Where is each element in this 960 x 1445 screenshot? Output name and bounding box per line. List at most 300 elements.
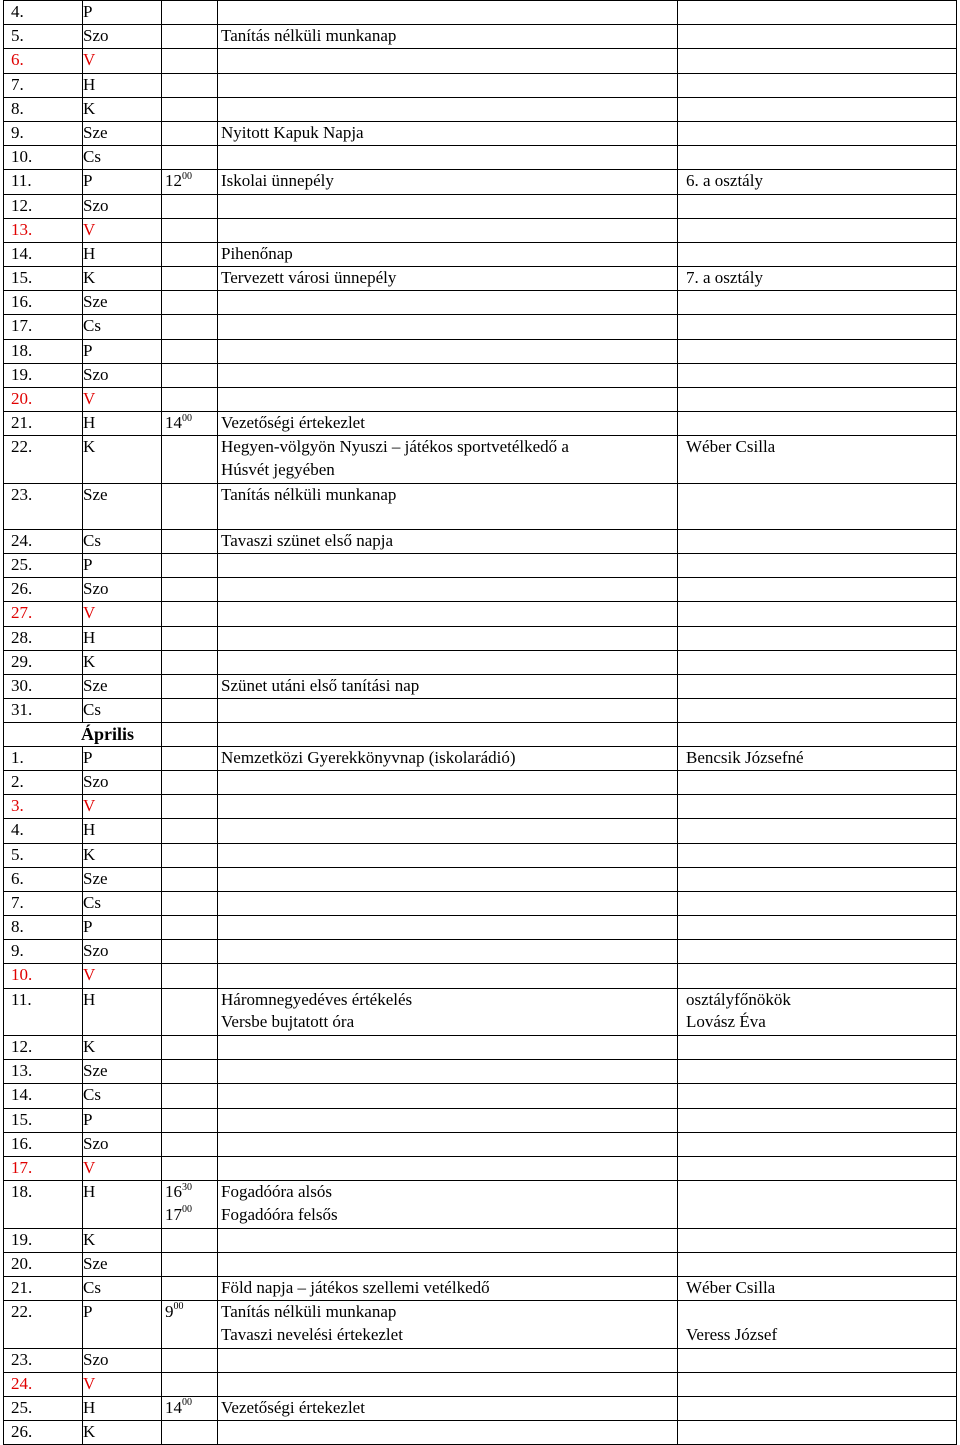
weekday: P [83,171,93,191]
day-number: 24. [11,530,33,550]
table-row [4,1084,957,1108]
day-number: 9. [11,941,24,961]
table-row [4,1060,957,1084]
weekday: Szo [83,364,109,384]
weekday-cell [83,1108,162,1132]
event-cell [218,819,678,843]
weekday-cell [83,650,162,674]
time-cell [162,626,218,650]
table-row [4,1036,957,1060]
weekday: K [83,651,96,671]
day-cell [4,770,83,794]
responsible-cell [678,940,957,964]
table-row [4,699,957,723]
table-row [4,121,957,145]
table-row [4,1372,957,1396]
weekday-cell [83,578,162,602]
table-row [4,940,957,964]
day-cell [4,412,83,436]
event-cell [218,25,678,49]
weekday: Szo [83,26,109,46]
time-cell [162,1181,218,1228]
day-number: 18. [11,1182,33,1202]
weekday-cell [83,73,162,97]
time-cell [162,674,218,698]
weekday-cell [83,1252,162,1276]
weekday: V [83,603,96,623]
responsible-cell [678,1181,957,1228]
table-row [4,1348,957,1372]
weekday-cell [83,867,162,891]
day-number: 26. [11,579,33,599]
table-row [4,73,957,97]
event-cell [218,97,678,121]
time-cell [162,1421,218,1445]
weekday: Cs [83,892,101,912]
day-cell [4,746,83,770]
table-row [4,146,957,170]
calendar-table [3,0,957,1445]
table-row [4,891,957,915]
responsible-cell [678,1396,957,1420]
weekday-cell [83,674,162,698]
responsible-cell [678,1348,957,1372]
day-cell [4,650,83,674]
event-cell [218,242,678,266]
time-value [165,1301,217,1324]
time-cell [162,867,218,891]
weekday-cell [83,1276,162,1300]
day-number: 29. [11,651,33,671]
time-cell [162,121,218,145]
table-row [4,1421,957,1445]
event-text: Hegyen-völgyön Nyuszi – játékos sportvetélkedő a [221,437,569,457]
weekday: Cs [83,530,101,550]
responsible-cell [678,170,957,194]
day-number: 21. [11,413,33,433]
table-row [4,1181,957,1228]
time-cell [162,891,218,915]
time-hour: 12 [165,171,182,191]
day-cell [4,1396,83,1420]
time-cell [162,1,218,25]
weekday-cell [83,1132,162,1156]
event-text: Tavaszi nevelési értekezlet [221,1324,403,1344]
day-number: 17. [11,316,33,336]
responsible-cell [678,73,957,97]
day-cell [4,73,83,97]
event-text: Nyitott Kapuk Napja [221,122,364,142]
day-number: 26. [11,1422,33,1442]
event-cell [218,49,678,73]
event-text: Nemzetközi Gyerekkönyvnap (iskolarádió) [221,747,516,767]
day-number: 10. [11,147,33,167]
weekday: Cs [83,1085,101,1105]
event-text: Vezetőségi értekezlet [221,1397,365,1417]
responsible-cell [678,146,957,170]
responsible-cell [678,412,957,436]
weekday-cell [83,1,162,25]
day-number: 7. [11,74,24,94]
day-cell [4,1252,83,1276]
responsible-cell [678,315,957,339]
day-number: 8. [11,98,24,118]
day-cell [4,1421,83,1445]
responsible-cell [678,867,957,891]
event-cell [218,1084,678,1108]
time-hour: 14 [165,1397,182,1417]
day-number: 22. [11,437,33,457]
time-hour: 9 [165,1302,174,1322]
responsible-cell [678,1252,957,1276]
table-row [4,819,957,843]
weekday: P [83,1302,93,1322]
day-cell [4,553,83,577]
weekday: Sze [83,122,108,142]
weekday: K [83,98,96,118]
event-cell [218,339,678,363]
table-row [4,436,957,483]
table-row [4,553,957,577]
weekday-cell [83,819,162,843]
day-number: 7. [11,892,24,912]
weekday-cell [83,436,162,483]
weekday: K [83,1229,96,1249]
table-row [4,1156,957,1180]
time-hour: 16 [165,1182,182,1202]
event-cell [218,699,678,723]
event-cell [218,1036,678,1060]
day-cell [4,988,83,1035]
weekday: P [83,340,93,360]
responsible-cell [678,388,957,412]
weekday: Szo [83,941,109,961]
day-cell [4,1276,83,1300]
event-cell [218,1348,678,1372]
event-cell [218,170,678,194]
weekday: Cs [83,700,101,720]
weekday-cell [83,1036,162,1060]
weekday: V [83,1373,96,1393]
day-number: 2. [11,771,24,791]
weekday: Szo [83,1349,109,1369]
table-row [4,529,957,553]
responsible-cell [678,1060,957,1084]
time-cell [162,1252,218,1276]
day-number: 31. [11,700,33,720]
weekday: V [83,796,96,816]
weekday: Szo [83,195,109,215]
event-text: Tanítás nélküli munkanap [221,1302,397,1322]
responsible-cell [678,699,957,723]
day-number: 4. [11,820,24,840]
day-cell [4,578,83,602]
time-cell [162,1036,218,1060]
event-cell [218,964,678,988]
weekday-cell [83,412,162,436]
event-cell [218,194,678,218]
time-cell [162,1132,218,1156]
responsible-cell [678,1,957,25]
weekday-cell [83,339,162,363]
event-cell [218,578,678,602]
day-number: 14. [11,243,33,263]
weekday: V [83,1157,96,1177]
responsible-cell [678,988,957,1035]
responsible-cell [678,1301,957,1348]
weekday-cell [83,291,162,315]
day-number: 16. [11,292,33,312]
weekday-cell [83,1348,162,1372]
day-cell [4,1036,83,1060]
day-number: 25. [11,1397,33,1417]
weekday-cell [83,891,162,915]
event-text: Iskolai ünnepély [221,171,334,191]
day-cell [4,891,83,915]
time-cell [162,315,218,339]
table-row [4,363,957,387]
responsible-text: 7. a osztály [686,268,763,288]
time-cell [162,843,218,867]
weekday-cell [83,242,162,266]
event-cell [218,1228,678,1252]
day-cell [4,315,83,339]
weekday: V [83,50,96,70]
weekday-cell [83,746,162,770]
weekday: Szo [83,771,109,791]
day-number: 17. [11,1157,33,1177]
day-number: 23. [11,1349,33,1369]
event-cell [218,1108,678,1132]
event-cell [218,315,678,339]
weekday: Sze [83,484,108,504]
weekday-cell [83,1156,162,1180]
responsible-cell [678,436,957,483]
time-cell [162,218,218,242]
day-number: 25. [11,554,33,574]
day-cell [4,867,83,891]
weekday-cell [83,699,162,723]
table-row [4,770,957,794]
responsible-cell [678,578,957,602]
day-number: 12. [11,1037,33,1057]
day-number: 15. [11,1109,33,1129]
event-cell [218,723,678,747]
day-cell [4,1132,83,1156]
day-number: 5. [11,844,24,864]
time-cell [162,146,218,170]
day-number: 3. [11,796,24,816]
day-cell [4,1301,83,1348]
time-cell [162,988,218,1035]
day-cell [4,940,83,964]
table-row [4,218,957,242]
time-cell [162,363,218,387]
responsible-text: osztályfőnökök [686,989,791,1009]
day-number: 11. [11,171,32,191]
time-cell [162,916,218,940]
event-cell [218,1181,678,1228]
responsible-text: Bencsik Józsefné [686,747,804,767]
weekday-cell [83,602,162,626]
table-row [4,1252,957,1276]
weekday: H [83,627,96,647]
day-cell [4,819,83,843]
responsible-cell [678,1276,957,1300]
weekday: H [83,1182,96,1202]
weekday: K [83,1422,96,1442]
responsible-cell [678,363,957,387]
table-row [4,49,957,73]
weekday: H [83,74,96,94]
weekday-cell [83,940,162,964]
event-cell [218,1301,678,1348]
time-cell [162,650,218,674]
day-cell [4,964,83,988]
day-number: 18. [11,340,33,360]
weekday-cell [83,795,162,819]
weekday: V [83,965,96,985]
event-cell [218,626,678,650]
responsible-text: Wéber Csilla [686,437,776,457]
weekday-cell [83,529,162,553]
time-cell [162,1228,218,1252]
table-row [4,1396,957,1420]
weekday: Cs [83,1277,101,1297]
event-cell [218,436,678,483]
responsible-cell [678,1421,957,1445]
event-text: Fogadóóra felsős [221,1204,338,1224]
table-row [4,388,957,412]
time-cell [162,97,218,121]
responsible-cell [678,1084,957,1108]
event-cell [218,483,678,529]
time-value [165,412,217,435]
event-cell [218,1396,678,1420]
table-row [4,339,957,363]
time-cell [162,578,218,602]
day-number: 20. [11,389,33,408]
event-cell [218,795,678,819]
time-cell [162,553,218,577]
table-row [4,483,957,529]
event-cell [218,891,678,915]
table-row [4,988,957,1035]
event-cell [218,770,678,794]
time-hour: 14 [165,413,182,433]
day-cell [4,146,83,170]
table-row [4,626,957,650]
day-number: 28. [11,627,33,647]
weekday: Sze [83,1253,108,1273]
responsible-cell [678,770,957,794]
weekday: Sze [83,868,108,888]
day-cell [4,1108,83,1132]
table-row [4,170,957,194]
day-cell [4,339,83,363]
responsible-cell [678,891,957,915]
table-row [4,843,957,867]
event-text: Tanítás nélküli munkanap [221,26,397,46]
time-cell [162,25,218,49]
weekday: Szo [83,1133,109,1153]
weekday-cell [83,1060,162,1084]
time-minute: 00 [173,1301,184,1313]
day-cell [4,1084,83,1108]
day-cell [4,1181,83,1228]
time-minute: 30 [182,1181,192,1193]
weekday-cell [83,49,162,73]
time-minute: 00 [182,412,192,424]
time-value [165,1397,217,1420]
time-cell [162,1108,218,1132]
weekday-cell [83,218,162,242]
day-cell [4,626,83,650]
day-number: 13. [11,219,33,239]
day-cell [4,699,83,723]
responsible-cell [678,25,957,49]
time-cell [162,723,218,747]
day-number: 12. [11,195,33,215]
event-cell [218,291,678,315]
table-row [4,1132,957,1156]
event-text: Versbe bujtatott óra [221,1012,355,1032]
weekday: H [83,989,96,1009]
day-number: 11. [11,989,32,1009]
responsible-cell [678,1036,957,1060]
time-cell [162,194,218,218]
responsible-cell [678,218,957,242]
day-cell [4,529,83,553]
event-cell [218,146,678,170]
day-number: 16. [11,1133,33,1153]
event-cell [218,218,678,242]
responsible-cell [678,916,957,940]
day-number: 19. [11,364,33,384]
month-header-row [4,723,957,747]
weekday: K [83,437,96,457]
day-cell [4,1,83,25]
time-cell [162,339,218,363]
event-text: Szünet utáni első tanítási nap [221,675,420,695]
weekday: H [83,820,96,840]
table-row [4,1108,957,1132]
weekday-cell [83,988,162,1035]
weekday-cell [83,388,162,412]
day-cell [4,194,83,218]
event-cell [218,363,678,387]
responsible-text: 6. a osztály [686,171,763,191]
responsible-cell [678,602,957,626]
responsible-cell [678,819,957,843]
day-cell [4,1060,83,1084]
day-number: 5. [11,26,24,46]
event-cell [218,553,678,577]
responsible-cell [678,723,957,747]
time-cell [162,746,218,770]
time-cell [162,964,218,988]
time-cell [162,436,218,483]
day-cell [4,483,83,529]
weekday: Cs [83,147,101,167]
time-cell [162,170,218,194]
weekday-cell [83,315,162,339]
time-cell [162,267,218,291]
weekday: V [83,389,96,408]
day-cell [4,267,83,291]
responsible-cell [678,650,957,674]
time-cell [162,483,218,529]
